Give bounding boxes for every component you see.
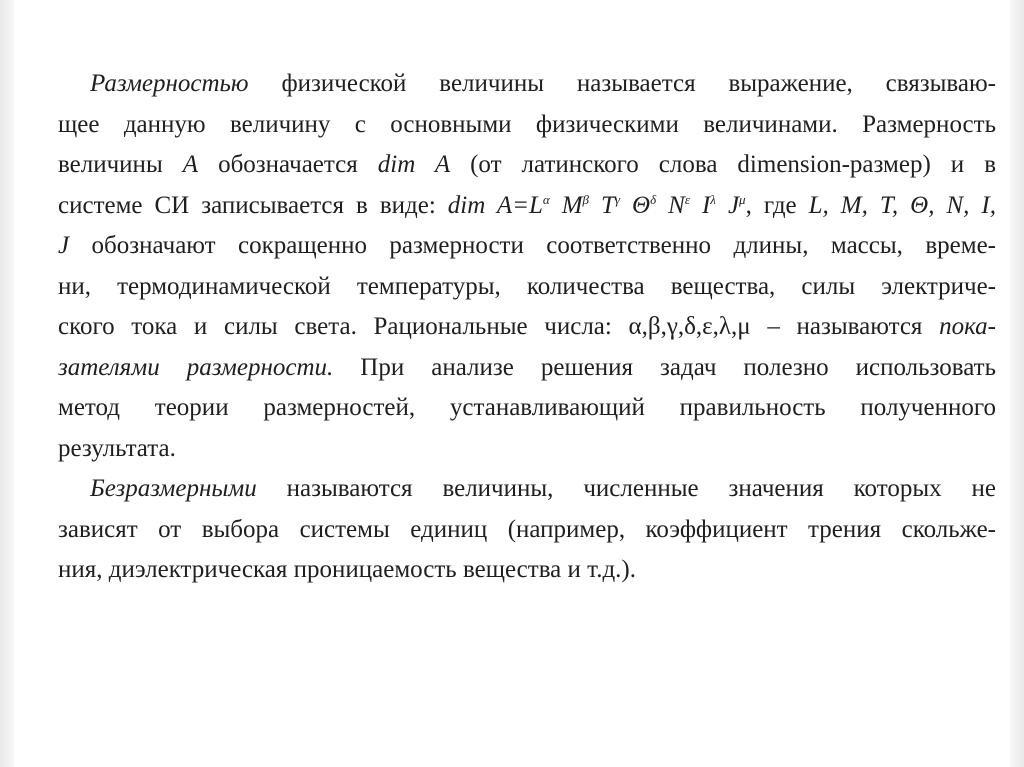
text-line: системе СИ записывается в виде: dim $A=L^\alpha$ $M^\beta$ $T^\gamma$ $\Theta^\delta$ $N^\varepsilon$ $I^\lambda$ $J^\mu$, где L, M, T, Θ, N, I, [58,191,996,219]
text-line: зависят от выбора системы единиц (например, коэффициент трения скольже- [58,515,996,543]
text-line: метод теории размерностей, устанавливающий правильность полученного [58,394,996,421]
text-line: J обозначают сокращенно размерности соответственно длины, массы, време- [58,232,996,259]
term-dimensionless: Безразмерными [90,475,257,502]
text-line: зателями размерности. При анализе решения задач полезно использовать [58,353,997,381]
paragraph-dimensionless [58,469,996,591]
text-line: ского тока и силы света. Рациональные числа: α,β,γ,δ,ε,λ,μ – называются пока- [58,313,996,340]
text-line: щее данную величину с основными физическими величинами. Размерность [58,110,996,138]
text-line: ни, термодинамической температуры, количества вещества, силы электриче- [58,272,996,300]
paragraph-dimension [58,64,996,469]
text-line: ния, диэлектрическая проницаемость вещества и т.д.). [58,556,636,583]
slide-left-edge [0,0,14,767]
text-line: Размерностью физической величины называется выражение, связываю- [90,70,996,97]
text-line: результата. [58,434,176,462]
dimension-formula: dim $A=L^\alpha$ $M^\beta$ $T^\gamma$ $\Theta^\delta$ $N^\varepsilon$ $I^\lambda$ $J^\mu$ [447,191,746,219]
text-line: Безразмерными называются величины, численные значения которых не [90,475,996,502]
text-body [58,64,996,591]
slide-right-edge [1010,0,1024,767]
text-line: величины A обозначается dim A (от латинского слова dimension-размер) и в [58,151,996,178]
term-dimension: Размерностью [90,70,249,97]
term-dimension-exponents: зателями размерности. [58,353,334,381]
